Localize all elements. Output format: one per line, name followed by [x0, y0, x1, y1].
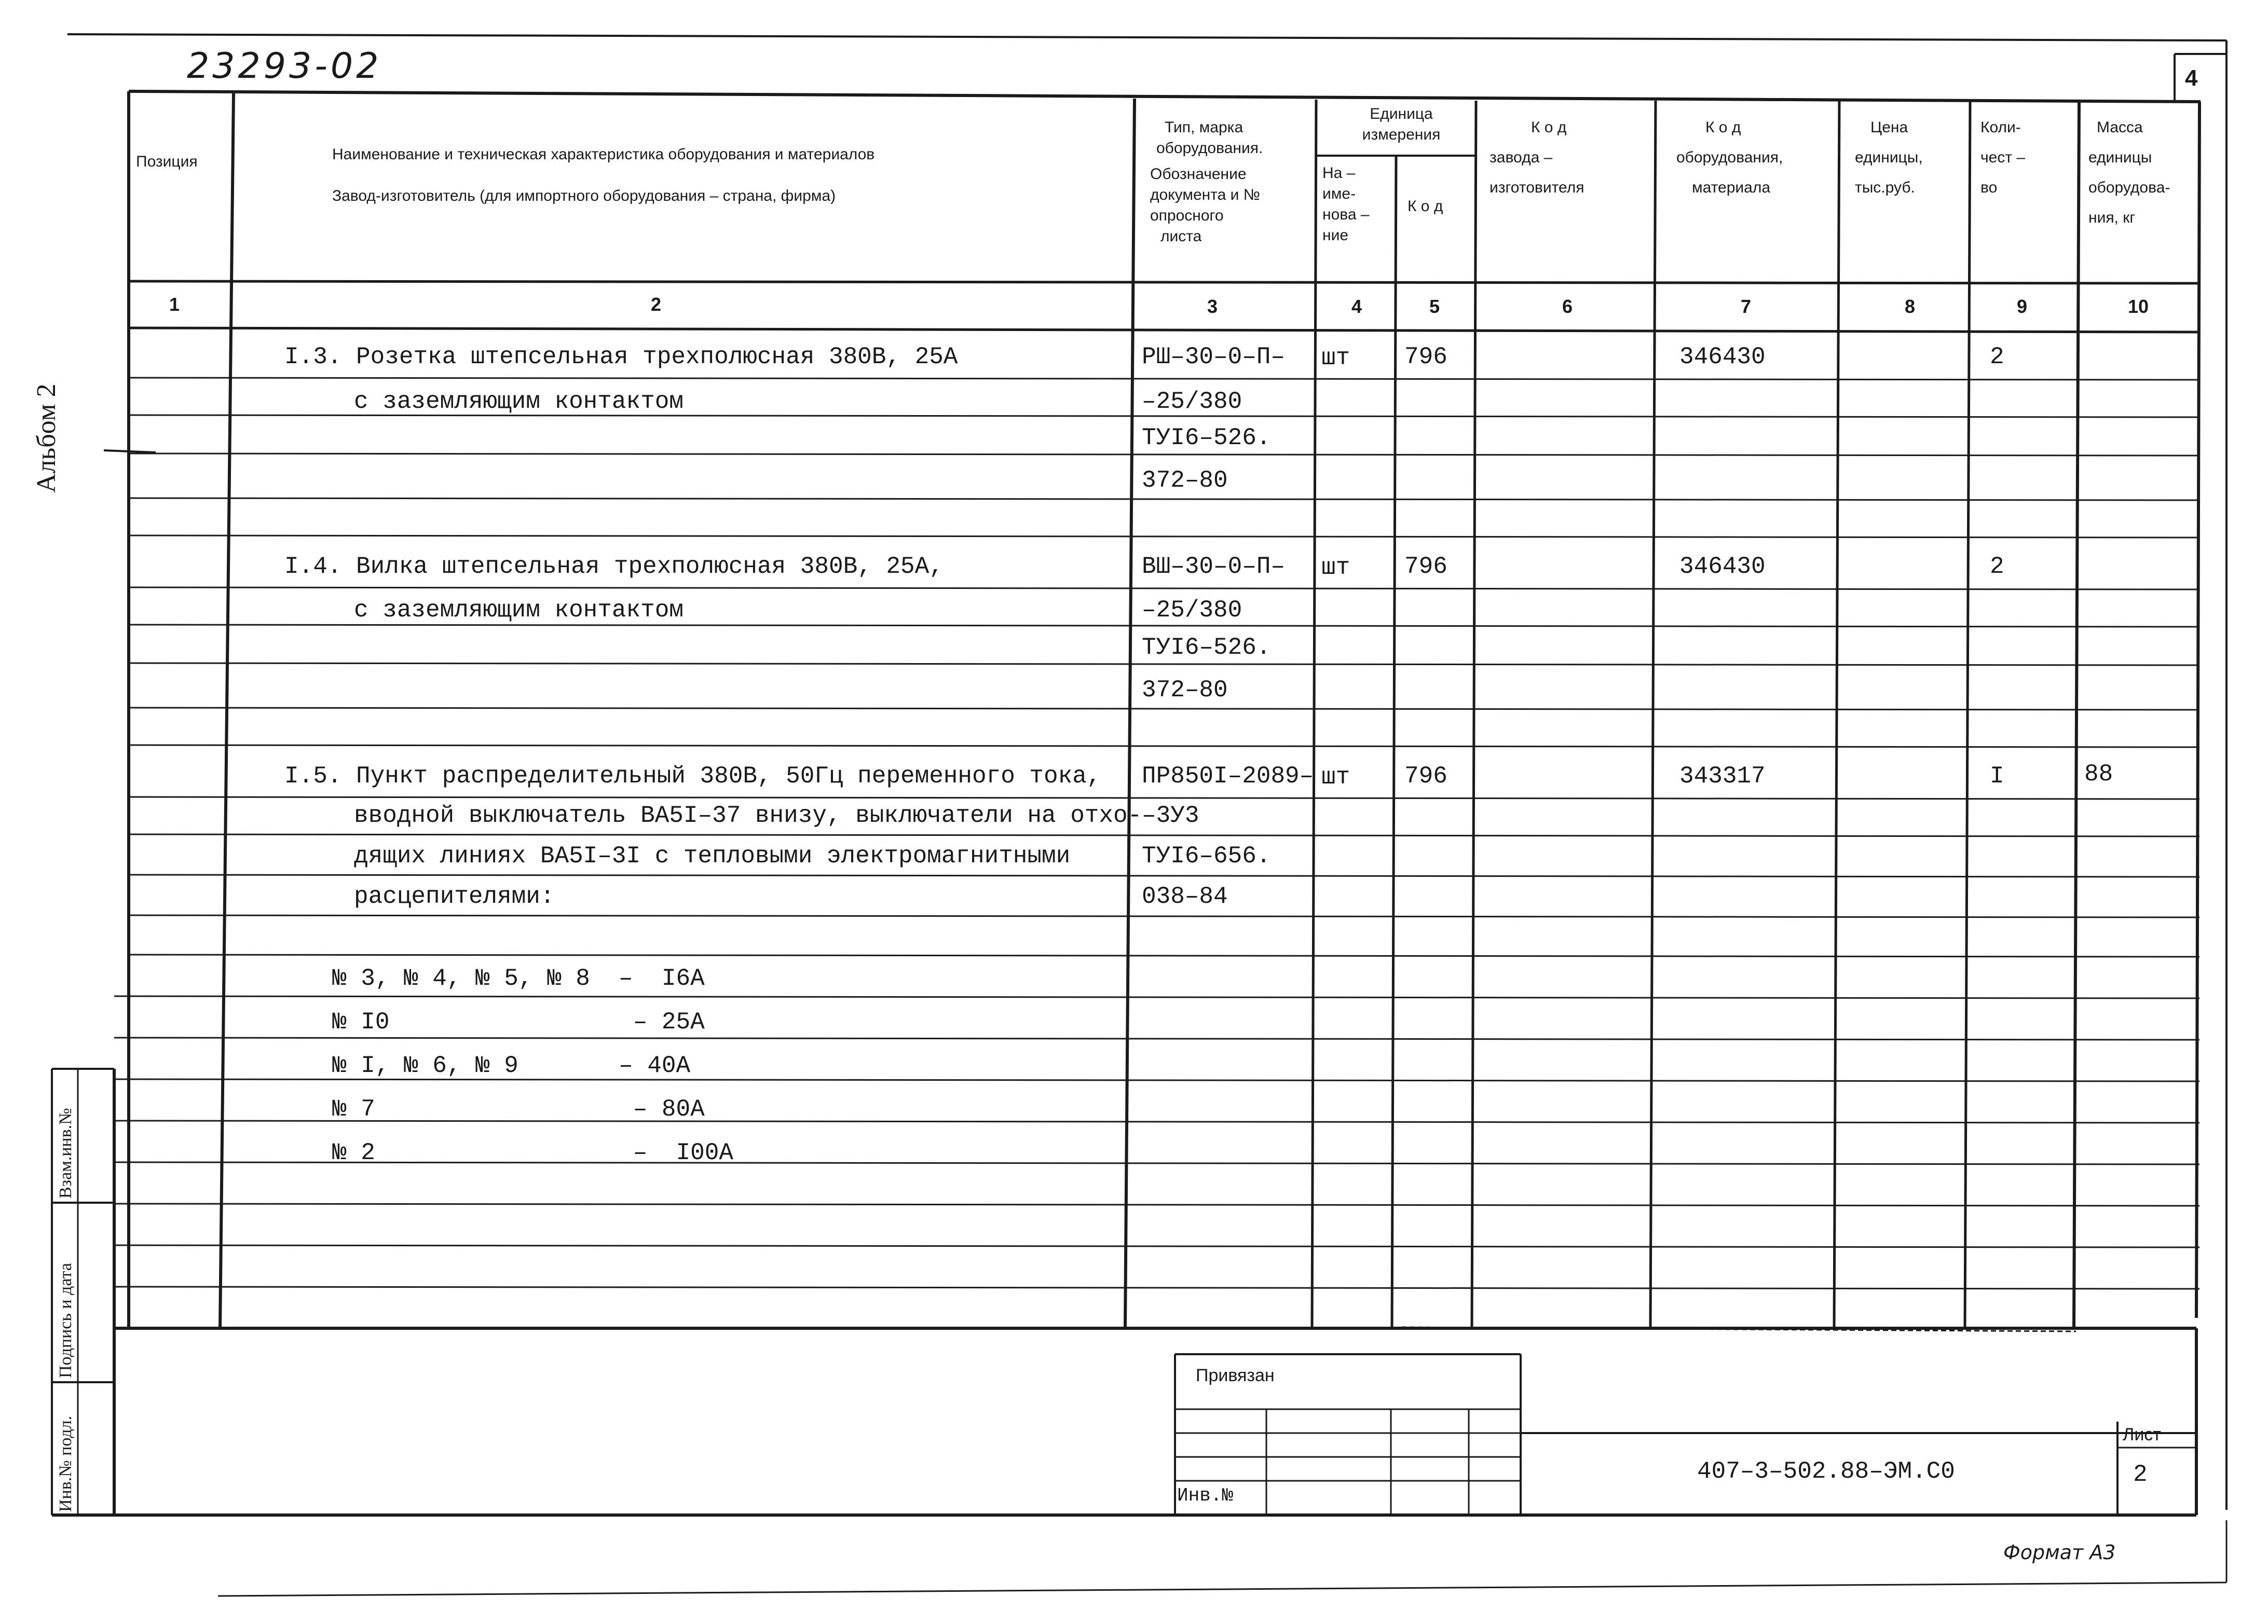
- title-privyazan: Привязан: [1196, 1366, 1275, 1385]
- header-unit-line2: измерения: [1362, 126, 1441, 143]
- header-price-line1: Цена: [1870, 119, 1908, 136]
- row-name: расцепителями:: [354, 883, 555, 910]
- header-name-line1: Наименование и техническая характеристика оборудования и материалов: [332, 146, 875, 163]
- format-label: Формат А3: [2003, 1541, 2116, 1564]
- header-position: Позиция: [136, 153, 198, 170]
- header-type-line2: оборудования.: [1156, 140, 1263, 157]
- header-name-line2: Завод-изготовитель (для импортного оборудования – страна, фирма): [332, 187, 836, 204]
- row-type: ТУI6–526.: [1142, 424, 1271, 451]
- document-number: 23293-02: [187, 46, 382, 87]
- header-price-line3: тыс.руб.: [1855, 179, 1915, 196]
- stamp-vzam-inv: Взам.инв.№: [56, 1108, 75, 1199]
- header-material-code-line3: материала: [1692, 179, 1771, 196]
- row-name: I.3. Розетка штепсельная трехполюсная 380В, 25А: [284, 343, 958, 370]
- row-material-code: 346430: [1679, 343, 1766, 370]
- header-quantity-line3: во: [1980, 179, 1998, 196]
- col-number-3: 3: [1207, 296, 1218, 317]
- header-type-line4: документа и №: [1150, 186, 1260, 203]
- row-type: 372–80: [1142, 677, 1228, 704]
- row-type: ВШ–30–0–П–: [1142, 553, 1286, 580]
- header-unit-line1: Единица: [1370, 105, 1433, 122]
- header-material-code-line1: К о д: [1705, 119, 1741, 136]
- header-factory-code-line3: изготовителя: [1490, 179, 1584, 196]
- col-number-2: 2: [651, 294, 662, 315]
- col-number-10: 10: [2128, 296, 2149, 317]
- row-type: 372–80: [1142, 467, 1228, 494]
- header-factory-code-line2: завода –: [1490, 149, 1553, 166]
- header-type-line5: опросного: [1150, 207, 1224, 224]
- header-price: [1855, 117, 1969, 198]
- stamp-inv-podl: Инв.№ подл.: [56, 1415, 75, 1512]
- row-mass: 88: [2084, 761, 2113, 788]
- row-name: № 2 – I00А: [332, 1139, 733, 1166]
- header-mass-line4: ния, кг: [2088, 209, 2136, 226]
- header-type-line3: Обозначение: [1150, 166, 1247, 183]
- header-unit-name-line4: ние: [1322, 227, 1349, 244]
- row-type: РШ–30–0–П–: [1142, 343, 1286, 370]
- row-type: –3У3: [1142, 802, 1199, 829]
- row-unit-code: 796: [1404, 763, 1447, 790]
- header-quantity-line1: Коли-: [1980, 119, 2021, 136]
- header-price-line2: единицы,: [1855, 149, 1923, 166]
- row-unit-code: 796: [1404, 343, 1447, 370]
- header-mass-line2: единицы: [2088, 149, 2152, 166]
- header-quantity-line2: чест –: [1980, 149, 2026, 166]
- album-label: Альбом 2: [32, 383, 61, 493]
- row-type: ПР850I–2089–: [1142, 763, 1314, 790]
- col-number-4: 4: [1351, 296, 1362, 317]
- row-name: № I, № 6, № 9 – 40А: [332, 1052, 691, 1079]
- header-unit-code: К о д: [1408, 198, 1443, 215]
- col-number-1: 1: [169, 294, 180, 315]
- title-sheet-label: Лист: [2123, 1425, 2161, 1444]
- header-unit-name-line3: нова –: [1322, 206, 1370, 223]
- col-number-6: 6: [1562, 296, 1573, 317]
- col-number-7: 7: [1741, 296, 1752, 317]
- header-mass-line1: Масса: [2097, 119, 2143, 136]
- header-quantity: [1980, 117, 2074, 198]
- row-quantity: 2: [1990, 553, 2004, 580]
- page-corner-number: 4: [2185, 65, 2198, 91]
- row-unit-code: 796: [1404, 553, 1447, 580]
- row-name: I.5. Пункт распределительный 380В, 50Гц переменного тока,: [284, 763, 1101, 790]
- header-material-code-line2: оборудования,: [1676, 149, 1783, 166]
- row-material-code: 343317: [1679, 763, 1766, 790]
- row-type: –25/380: [1142, 388, 1242, 415]
- row-material-code: 346430: [1679, 553, 1766, 580]
- header-factory-code: [1490, 117, 1645, 198]
- row-name: № I0 – 25А: [332, 1009, 705, 1036]
- header-material-code: [1676, 117, 1832, 198]
- row-quantity: 2: [1990, 343, 2004, 370]
- row-name: № 7 – 80А: [332, 1096, 705, 1123]
- row-type: ТУI6–656.: [1142, 843, 1271, 870]
- col-number-8: 8: [1905, 296, 1916, 317]
- row-type: ТУI6–526.: [1142, 634, 1271, 661]
- row-name: с заземляющим контактом: [354, 388, 684, 415]
- header-type-line6: листа: [1160, 228, 1202, 245]
- header-factory-code-line1: К о д: [1531, 119, 1567, 136]
- stamp-podpis-data: Подпись и дата: [56, 1263, 75, 1378]
- header-mass-line3: оборудова-: [2088, 179, 2170, 196]
- title-designation: 407–3–502.88–ЭМ.С0: [1697, 1458, 1955, 1485]
- title-inv-number: Инв.№: [1177, 1485, 1234, 1506]
- title-sheet-number: 2: [2133, 1461, 2148, 1488]
- header-type-line1: Тип, марка: [1165, 119, 1244, 136]
- header-unit-group: [1329, 104, 1474, 145]
- header-unit-name-line1: На –: [1322, 164, 1356, 182]
- row-quantity: I: [1990, 763, 2004, 790]
- header-unit-name-line2: име-: [1322, 185, 1356, 202]
- header-type: [1150, 117, 1316, 247]
- header-mass: [2088, 117, 2197, 228]
- row-name: I.4. Вилка штепсельная трехполюсная 380В, 25А,: [284, 553, 944, 580]
- row-unit: шт: [1321, 345, 1350, 371]
- row-type: –25/380: [1142, 597, 1242, 624]
- row-name: дящих линиях ВА5I–3I с тепловыми электромагнитными: [354, 843, 1071, 870]
- row-name: № 3, № 4, № 5, № 8 – I6А: [332, 965, 705, 992]
- col-number-9: 9: [2017, 296, 2028, 317]
- row-name: вводной выключатель ВА5I–37 внизу, выключатели на отхо-: [354, 802, 1142, 829]
- row-type: 038–84: [1142, 883, 1228, 910]
- row-unit: шт: [1321, 764, 1350, 791]
- header-unit-name: [1322, 163, 1395, 246]
- col-number-5: 5: [1429, 296, 1440, 317]
- row-name: с заземляющим контактом: [354, 597, 684, 624]
- row-unit: шт: [1321, 554, 1350, 581]
